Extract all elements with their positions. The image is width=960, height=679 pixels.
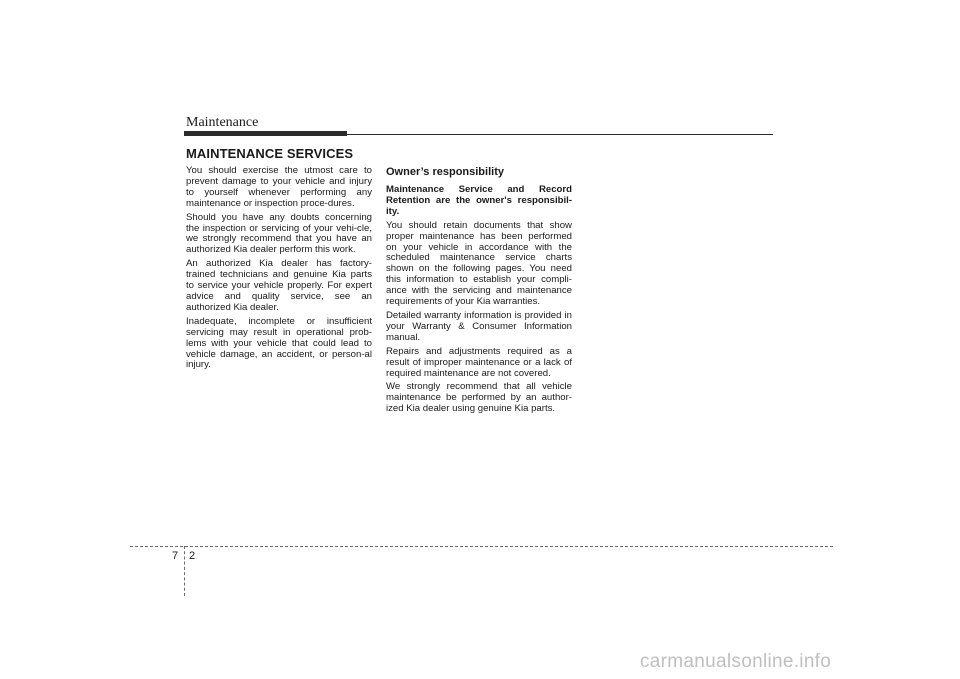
- footer-divider: [130, 546, 833, 547]
- section-header-title: Maintenance: [186, 115, 259, 130]
- paragraph: An authorized Kia dealer has factory-trained technicians and genuine Kia parts to service your vehicle properly. For expert advice and quality service, see an authorized Kia dealer.: [186, 258, 372, 313]
- paragraph: Detailed warranty information is provided in your Warranty & Consumer Information manual.: [386, 309, 572, 343]
- paragraph: You should retain documents that show proper maintenance has been performed on your vehicle in accordance with the scheduled maintenance service charts shown on the following pages. You need this information to establish your compli-ance with the servicing and maintenance requirements of your Kia warranties.: [386, 219, 572, 308]
- paragraph: You should exercise the utmost care to prevent damage to your vehicle and injury to yourself whenever performing any maintenance or inspection proce-dures.: [186, 165, 372, 209]
- watermark-text: carmanualsonline.info: [640, 651, 832, 672]
- paragraph: Inadequate, incomplete or insufficient servicing may result in operational prob-lems with your vehicle that could lead to vehicle damage, an accident, or person-al injury.: [186, 315, 372, 371]
- footer-vertical-divider: [184, 546, 185, 596]
- right-text-column: [386, 166, 572, 418]
- chapter-number: 7: [172, 550, 179, 562]
- page-title: MAINTENANCE SERVICES: [186, 146, 354, 161]
- paragraph: Should you have any doubts concerning the inspection or servicing of your vehi-cle, we strongly recommend that you have an authorized Kia dealer perform this work.: [186, 211, 372, 256]
- left-text-column: [186, 166, 372, 374]
- subsection-heading: Owner’s responsibility: [386, 166, 504, 178]
- bold-intro-paragraph: Maintenance Service and Record Retention are the owner's responsibil-ity.: [386, 184, 572, 217]
- paragraph: Repairs and adjustments required as a result of improper maintenance or a lack of required maintenance are not covered.: [386, 345, 572, 379]
- header-rule-thick: [184, 131, 347, 136]
- page-number: 2: [189, 550, 196, 562]
- header-rule-thin: [347, 134, 773, 135]
- paragraph: We strongly recommend that all vehicle maintenance be performed by an author-ized Kia dealer using genuine Kia parts.: [386, 381, 572, 415]
